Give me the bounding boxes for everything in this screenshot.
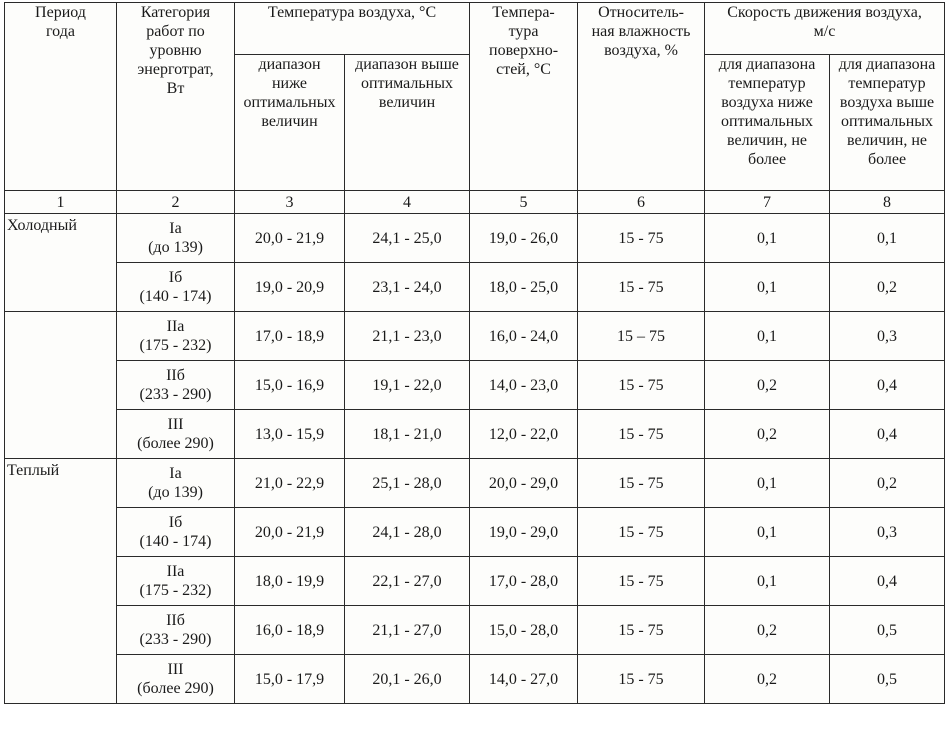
humidity-cell: 15 - 75 (578, 655, 705, 704)
period-name-continued (5, 312, 117, 459)
header-air-temp-above: диапазон выше оптимальных величин (345, 55, 470, 191)
air-speed-below-cell: 0,1 (705, 214, 830, 263)
header-air-speed-below: для диапазона температур воздуха ниже оптимальных величин, не более (705, 55, 830, 191)
category-cell: IIа (175 - 232) (117, 312, 235, 361)
air-temp-above-cell: 22,1 - 27,0 (345, 557, 470, 606)
air-speed-above-cell: 0,3 (830, 312, 945, 361)
period-name: Холодный (5, 214, 117, 312)
category-cell: Iб (140 - 174) (117, 508, 235, 557)
humidity-cell: 15 - 75 (578, 410, 705, 459)
air-speed-above-cell: 0,1 (830, 214, 945, 263)
air-speed-below-cell: 0,2 (705, 361, 830, 410)
surface-temp-cell: 19,0 - 29,0 (470, 508, 578, 557)
column-number: 1 (5, 191, 117, 214)
category-cell: III (более 290) (117, 410, 235, 459)
surface-temp-cell: 19,0 - 26,0 (470, 214, 578, 263)
air-temp-above-cell: 23,1 - 24,0 (345, 263, 470, 312)
surface-temp-cell: 14,0 - 23,0 (470, 361, 578, 410)
air-temp-above-cell: 19,1 - 22,0 (345, 361, 470, 410)
header-category: Категория работ по уровню энерготрат, Вт (117, 3, 235, 191)
surface-temp-cell: 16,0 - 24,0 (470, 312, 578, 361)
air-speed-below-cell: 0,2 (705, 410, 830, 459)
air-temp-above-cell: 24,1 - 28,0 (345, 508, 470, 557)
table-row (5, 655, 945, 704)
surface-temp-cell: 14,0 - 27,0 (470, 655, 578, 704)
column-number: 3 (235, 191, 345, 214)
category-cell: Iа (до 139) (117, 459, 235, 508)
surface-temp-cell: 12,0 - 22,0 (470, 410, 578, 459)
air-temp-above-cell: 21,1 - 23,0 (345, 312, 470, 361)
category-cell: IIб (233 - 290) (117, 361, 235, 410)
header-air-temp-below: диапазон ниже оптимальных величин (235, 55, 345, 191)
column-number: 2 (117, 191, 235, 214)
surface-temp-cell: 18,0 - 25,0 (470, 263, 578, 312)
humidity-cell: 15 - 75 (578, 557, 705, 606)
air-speed-above-cell: 0,2 (830, 459, 945, 508)
humidity-cell: 15 - 75 (578, 214, 705, 263)
period-name: Теплый (5, 459, 117, 704)
air-temp-above-cell: 21,1 - 27,0 (345, 606, 470, 655)
header-humidity: Относитель- ная влажность воздуха, % (578, 3, 705, 191)
humidity-cell: 15 - 75 (578, 263, 705, 312)
table-row (5, 312, 945, 361)
header-surface-temp: Темпера- тура поверхно- стей, °С (470, 3, 578, 191)
air-temp-above-cell: 24,1 - 25,0 (345, 214, 470, 263)
column-number: 7 (705, 191, 830, 214)
header-air-speed: Скорость движения воздуха, м/с (705, 3, 945, 55)
column-number: 5 (470, 191, 578, 214)
category-cell: Iб (140 - 174) (117, 263, 235, 312)
air-speed-below-cell: 0,1 (705, 312, 830, 361)
air-temp-below-cell: 18,0 - 19,9 (235, 557, 345, 606)
column-number: 8 (830, 191, 945, 214)
header-period: Период года (5, 3, 117, 191)
table-row (5, 459, 945, 508)
header-air-speed-above: для диапазона температур воздуха выше оптимальных величин, не более (830, 55, 945, 191)
air-speed-above-cell: 0,5 (830, 655, 945, 704)
header-air-temp: Температура воздуха, °С (235, 3, 470, 55)
surface-temp-cell: 17,0 - 28,0 (470, 557, 578, 606)
air-temp-below-cell: 15,0 - 16,9 (235, 361, 345, 410)
air-temp-above-cell: 20,1 - 26,0 (345, 655, 470, 704)
column-number-row (5, 191, 945, 214)
humidity-cell: 15 - 75 (578, 459, 705, 508)
air-speed-above-cell: 0,2 (830, 263, 945, 312)
air-speed-above-cell: 0,4 (830, 361, 945, 410)
air-temp-below-cell: 15,0 - 17,9 (235, 655, 345, 704)
humidity-cell: 15 – 75 (578, 312, 705, 361)
air-temp-below-cell: 21,0 - 22,9 (235, 459, 345, 508)
surface-temp-cell: 20,0 - 29,0 (470, 459, 578, 508)
air-speed-above-cell: 0,3 (830, 508, 945, 557)
air-speed-below-cell: 0,1 (705, 263, 830, 312)
table-row (5, 557, 945, 606)
microclimate-table (4, 2, 945, 704)
air-speed-below-cell: 0,2 (705, 606, 830, 655)
air-speed-below-cell: 0,1 (705, 459, 830, 508)
air-temp-above-cell: 25,1 - 28,0 (345, 459, 470, 508)
air-speed-above-cell: 0,4 (830, 410, 945, 459)
column-number: 4 (345, 191, 470, 214)
humidity-cell: 15 - 75 (578, 508, 705, 557)
column-number: 6 (578, 191, 705, 214)
humidity-cell: 15 - 75 (578, 361, 705, 410)
air-temp-below-cell: 17,0 - 18,9 (235, 312, 345, 361)
air-temp-below-cell: 19,0 - 20,9 (235, 263, 345, 312)
air-speed-below-cell: 0,2 (705, 655, 830, 704)
air-temp-above-cell: 18,1 - 21,0 (345, 410, 470, 459)
category-cell: IIа (175 - 232) (117, 557, 235, 606)
table-body (5, 214, 945, 704)
table-row (5, 606, 945, 655)
air-temp-below-cell: 16,0 - 18,9 (235, 606, 345, 655)
air-temp-below-cell: 13,0 - 15,9 (235, 410, 345, 459)
table-row (5, 214, 945, 263)
air-temp-below-cell: 20,0 - 21,9 (235, 214, 345, 263)
air-speed-above-cell: 0,5 (830, 606, 945, 655)
category-cell: IIб (233 - 290) (117, 606, 235, 655)
table-row (5, 263, 945, 312)
surface-temp-cell: 15,0 - 28,0 (470, 606, 578, 655)
air-speed-below-cell: 0,1 (705, 557, 830, 606)
table-row (5, 361, 945, 410)
table-row (5, 508, 945, 557)
category-cell: III (более 290) (117, 655, 235, 704)
air-speed-below-cell: 0,1 (705, 508, 830, 557)
air-speed-above-cell: 0,4 (830, 557, 945, 606)
air-temp-below-cell: 20,0 - 21,9 (235, 508, 345, 557)
table-row (5, 410, 945, 459)
category-cell: Iа (до 139) (117, 214, 235, 263)
humidity-cell: 15 - 75 (578, 606, 705, 655)
